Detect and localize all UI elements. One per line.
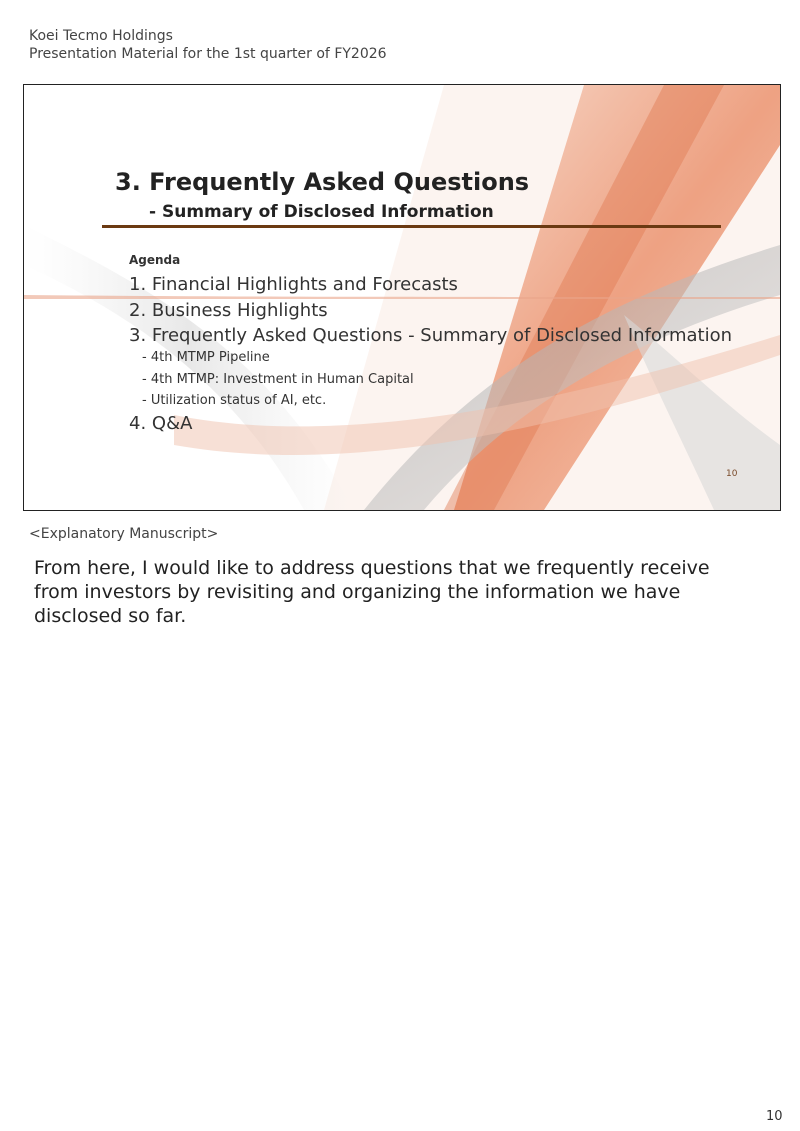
slide	[23, 84, 781, 511]
agenda-item: 2. Business Highlights	[129, 300, 328, 321]
page-number: 10	[766, 1109, 783, 1124]
agenda-item: 3. Frequently Asked Questions - Summary of Disclosed Information	[129, 325, 733, 346]
slide-number: 10	[726, 469, 738, 479]
agenda-subitem: - 4th MTMP: Investment in Human Capital	[142, 372, 414, 387]
company-name: Koei Tecmo Holdings	[29, 28, 173, 44]
slide-title: 3. Frequently Asked Questions	[115, 168, 530, 196]
agenda-item: 4. Q&A	[129, 413, 193, 434]
document-title: Presentation Material for the 1st quarter of FY2026	[29, 46, 387, 62]
agenda-label: Agenda	[129, 253, 181, 267]
slide-subtitle: - Summary of Disclosed Information	[149, 202, 494, 222]
agenda-subitem: - 4th MTMP Pipeline	[142, 350, 270, 365]
manuscript-body: From here, I would like to address questions that we frequently receive from investors by revisiting and organizing the information we have disclosed so far.	[34, 557, 710, 627]
slide-background-graphic	[24, 85, 780, 510]
title-divider	[102, 225, 721, 228]
agenda-subitem: - Utilization status of AI, etc.	[142, 393, 327, 408]
agenda-item: 1. Financial Highlights and Forecasts	[129, 274, 458, 295]
manuscript-label: <Explanatory Manuscript>	[29, 526, 219, 542]
